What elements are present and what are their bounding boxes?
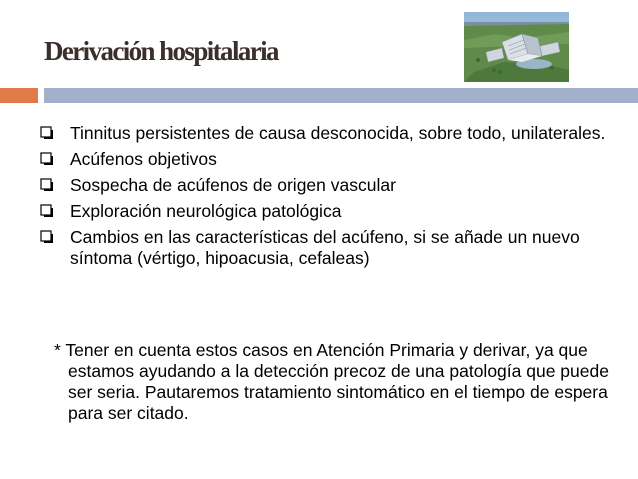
accent-bar-blue: [44, 88, 638, 103]
bullet-item: [40, 175, 630, 196]
checkbox-icon: [40, 178, 54, 192]
checkbox-icon: [40, 126, 54, 140]
checkbox-icon: [40, 204, 54, 218]
bullet-item: [40, 149, 630, 170]
checkbox-icon: [40, 230, 54, 244]
bullet-item: [40, 201, 630, 222]
bullet-text: Tinnitus persistentes de causa desconocida, sobre todo, unilaterales.: [70, 123, 606, 143]
bullet-text: Cambios en las características del acúfeno, si se añade un nuevo síntoma (vértigo, hipoacusia, cefaleas): [70, 227, 580, 268]
hospital-building-image: [464, 12, 569, 82]
bullet-text: Acúfenos objetivos: [70, 149, 217, 169]
bullet-item: [40, 123, 630, 144]
footnote: * Tener en cuenta estos casos en Atención Primaria y derivar, ya que estamos ayudando a la detección precoz de una patología que puede ser seria. Pautaremos tratamiento sintomático en el tiempo de espera para ser citado.: [54, 340, 609, 423]
checkbox-icon: [40, 152, 54, 166]
slide-title: Derivación hospitalaria: [44, 36, 278, 66]
bullet-text: Exploración neurológica patológica: [70, 201, 342, 221]
bullet-item: [40, 227, 630, 269]
accent-bar-orange: [0, 88, 38, 103]
bullet-list: [40, 123, 630, 274]
bullet-text: Sospecha de acúfenos de origen vascular: [70, 175, 396, 195]
